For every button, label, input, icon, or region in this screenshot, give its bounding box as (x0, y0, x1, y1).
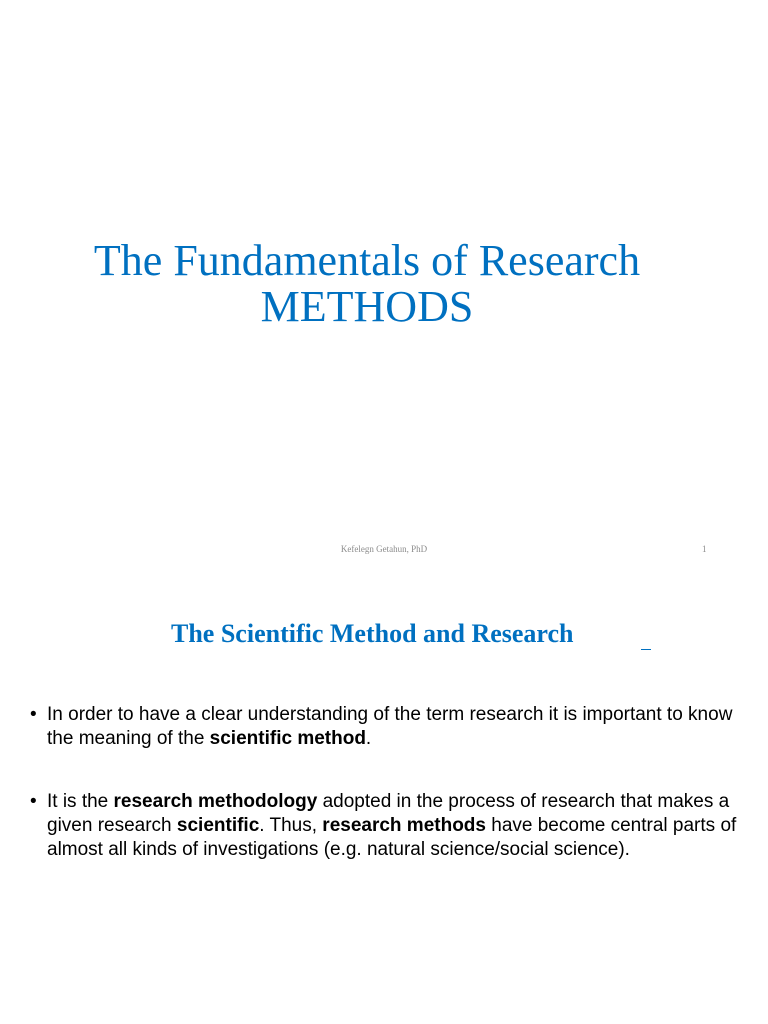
slide-title (0, 238, 734, 330)
section-title: The Scientific Method and Research (171, 619, 574, 648)
slide-title-line-1: The Fundamentals of Research (93, 236, 641, 285)
bullet-point-icon: • (30, 704, 37, 725)
bullet-text: . (365, 728, 372, 749)
bullet-text: . Thus, (259, 815, 323, 836)
bullet-point-icon: • (30, 791, 37, 812)
bold-term: research methodology (113, 791, 318, 812)
page-number: 1 (702, 544, 707, 554)
bold-term: scientific method (209, 728, 366, 749)
bullet-item (30, 790, 742, 862)
bullet-text: In order to have a clear understanding of the term research it is important to know the meaning of the (47, 704, 733, 749)
title-underline (641, 649, 651, 650)
content-slide (0, 576, 768, 1024)
bullet-text: It is the (47, 791, 114, 812)
slide-title-line-2: METHODS (260, 282, 474, 331)
bullet-text: adopted in the process of research that makes a given research (47, 791, 730, 836)
bullet-text: have become central parts of almost all kinds of investigations (e.g. natural science/social science). (47, 815, 737, 860)
bullet-item (30, 703, 742, 751)
bold-term: research methods (322, 815, 486, 836)
bold-term: scientific (176, 815, 260, 836)
bullet-list (30, 703, 742, 862)
footer-author: Kefelegn Getahun, PhD (340, 544, 428, 554)
